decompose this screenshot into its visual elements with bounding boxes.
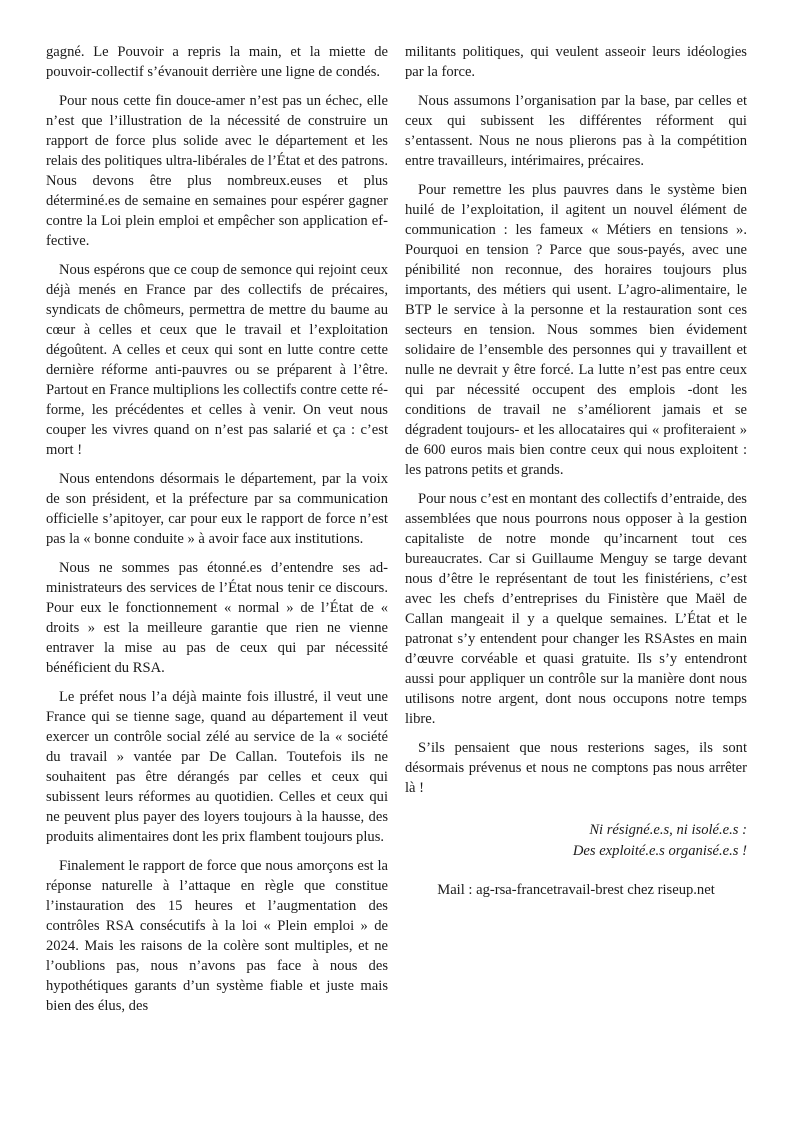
- paragraph: gagné. Le Pouvoir a repris la main, et la miette de pouvoir-collectif s’évanouit derrière une ligne de condés.: [46, 44, 388, 80]
- paragraph: Nous espérons que ce coup de semonce qui rejoint ceux déjà menés en France par des collectifs de précaires, syndicats de chômeurs, permettra de mettre du baume au cœur à celles et ceux que le travail et l’exploitation dégoûtent. A celles et ceux qui sont en lutte contre cette dernière réforme anti-pauvres ou se préparent à l’être. Partout en France multiplions les collectifs contre cette réforme, les précédentes et celles à venir. On veut nous couper les vivres quand on n’est pas salarié et ça : c’est mort !: [46, 262, 388, 458]
- paragraph: Finalement le rapport de force que nous amorçons est la réponse naturelle à l’attaque en règle que constitue l’instauration des 15 heures et l’augmentation des contrôles RSA consécutifs à la loi « Plein emploi » de 2024. Mais les raisons de la colère sont multiples, et ne l’oublions pas, nous n’avons pas face à nous des hypothétiques garants d’un système fiable et juste mais bien des élus, des: [46, 858, 388, 1014]
- signature: [405, 820, 747, 862]
- signature-line-2: Des exploité.e.s organisé.e.s !: [572, 843, 747, 859]
- paragraph: Nous ne sommes pas étonné.es d’entendre ses administrateurs des services de l’État nous tenir ce discours. Pour eux le fonctionnement « normal » de l’État de « droits » est la meilleure garantie que rien ne vienne entraver la mise au pas de ceux qui par nécessité bénéficient du RSA.: [46, 560, 388, 676]
- paragraph: Pour nous cette fin douce-amer n’est pas un échec, elle n’est que l’illustration de la nécessité de construire un rapport de force plus solide avec le département et les relais des politiques ultra-libérales de l’État et des patrons. Nous devons être plus nombreux.euses et plus déterminé.es de semaine en semaines pour espérer gagner contre la Loi plein emploi et empêcher son application effective.: [46, 93, 388, 249]
- contact-mail: Mail : ag-rsa-francetravail-brest chez riseup.net: [437, 882, 715, 898]
- paragraph: Pour remettre les plus pauvres dans le système bien huilé de l’exploitation, il agitent un nouvel élément de communication : les fameux « Métiers en tensions ». Pourquoi en tension ? Parce que sous-payés, avec une pénibilité non reconnue, des horaires toujours plus importants, des métiers qui usent. L’agro-alimentaire, le BTP le service à la personne et la restauration sont ces secteurs en tension. Nous sommes bien évidement solidaire de l’ensemble des personnes qui y travaillent et nulle ne devrait y être forcé. La lutte n’est pas entre ceux qui par nécessité occupent des emplois -dont les conditions de travail ne s’améliorent jamais et se dégradent toujours- et les allocataires qui « profiteraient » de 600 euros mais bien contre ceux qui nous exploitent : les patrons petits et grands.: [405, 182, 747, 478]
- paragraph: Nous entendons désormais le département, par la voix de son président, et la préfecture par sa communication officielle s’apitoyer, car pour eux le rapport de force n’est pas la « bonne conduite » à avoir face aux institutions.: [46, 471, 388, 547]
- paragraph: Pour nous c’est en montant des collectifs d’entraide, des assemblées que nous pourrons nous opposer à la gestion capitaliste de notre monde qu’incarnent tout ces bureaucrates. Car si Guillaume Menguy se targe devant nous d’être le représentant de tout les finistériens, c’est avec les chefs d’entreprises du Finistère que Maël de Callan mangeait il y a quelque semaines. L’État et le patronat s’y entendent pour changer les RSAstes en main d’œuvre corvéable et quasi gratuite. Ils s’y entendront aussi pour appliquer un contrôle sur la manière dont nous utilisons notre argent, dont nous occupons notre temps libre.: [405, 491, 747, 727]
- paragraph: militants politiques, qui veulent asseoir leurs idéologies par la force.: [405, 44, 747, 80]
- right-column: [405, 42, 747, 900]
- paragraph: Le préfet nous l’a déjà mainte fois illustré, il veut une France qui se tienne sage, quand au département il veut exercer un contrôle social zélé au service de la « société du travail » vantée par De Callan. Toutefois ils ne souhaitent pas être dérangés par celles et ceux qui subissent leurs réformes au quotidien. Celles et ceux qui ne peuvent plus payer des loyers toujours à la hausse, des produits alimentaires dont les prix flambent toujours plus.: [46, 689, 388, 845]
- left-column: [46, 42, 388, 1025]
- paragraph: Nous assumons l’organisation par la base, par celles et ceux qui subissent les différentes réforment qui s’entassent. Nous ne nous plierons pas à la compétition entre travailleurs, intérimaires, précaires.: [405, 93, 747, 169]
- signature-line-1: Ni résigné.e.s, ni isolé.e.s :: [589, 822, 747, 838]
- paragraph: S’ils pensaient que nous resterions sages, ils sont désormais prévenus et nous ne comptons pas nous arrêter là !: [405, 740, 747, 796]
